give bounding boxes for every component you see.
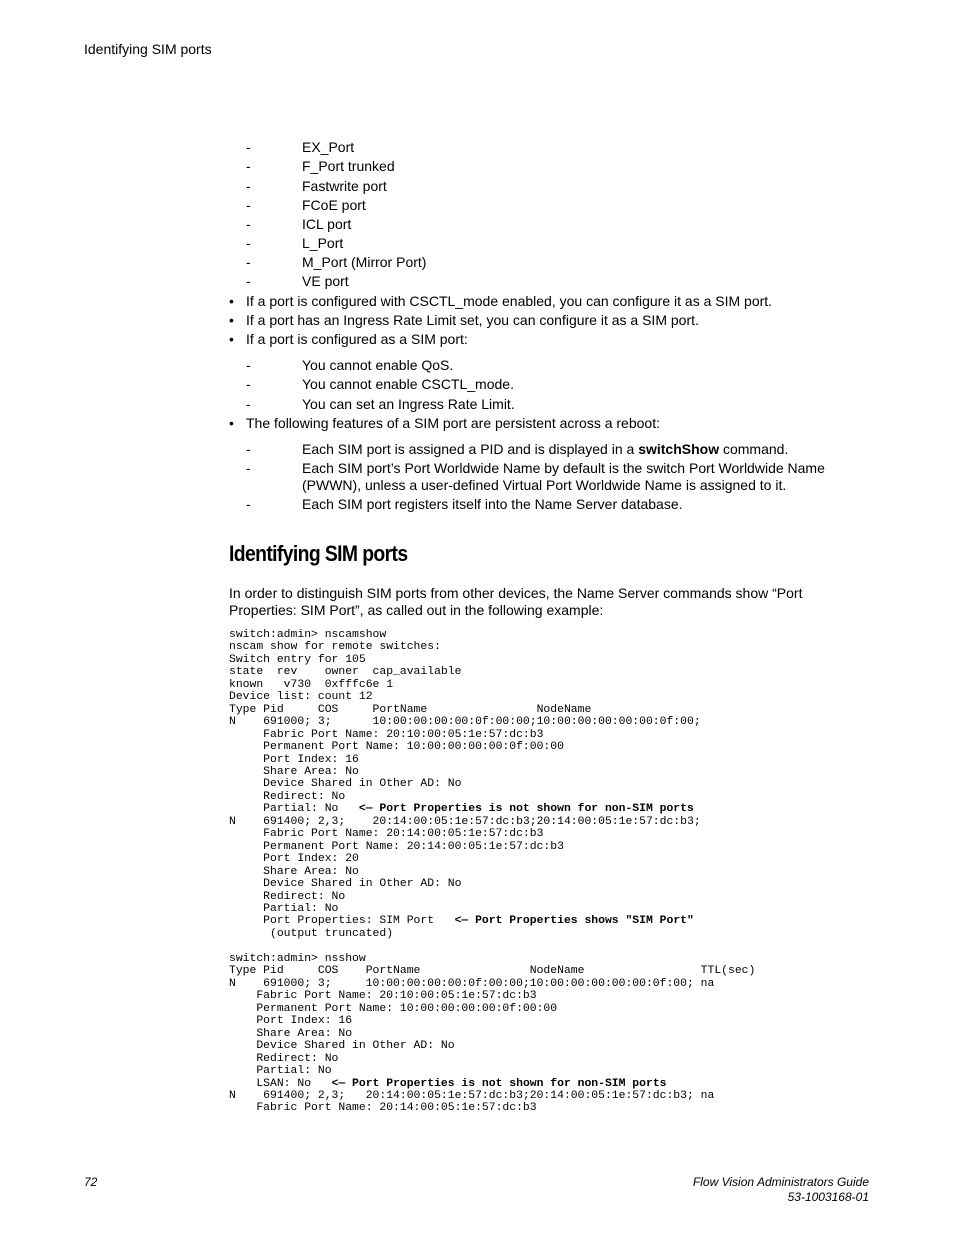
document-number: 53-1003168-01: [787, 1190, 869, 1204]
page-number: 72: [84, 1175, 98, 1189]
document-title: Flow Vision Administrators Guide: [692, 1175, 869, 1189]
section-heading: Identifying SIM ports: [229, 541, 408, 566]
code-block-nscamshow: switch:admin> nscamshow nscam show for remote switches: Switch entry for 105 state rev owner cap_available known v730 0xfffc6e 1 Device list: count 12 Type Pid COS PortName NodeName N 691000; 3; 10:00:00:00:00:0f:00:00;10:00:00:00:00:00:0f:00; Fabric Port Name: 20:10:00:05:1e:57:dc:b3 Permanent Port Name: 10:00:00:00:00:0f:00:00 Port Index: 16 Share Area: No Device Shared in Other AD: No Redirect: No Partial: No <— Port Properties is not shown for non-SIM ports N 691400; 2,3; 20:14:00:05:1e:57:dc:b3;20:14:00:05:1e:57:dc:b3; Fabric Port Name: 20:14:00:05:1e:57:dc:b3 Permanent Port Name: 20:14:00:05:1e:57:dc:b3 Port Index: 20 Share Area: No Device Shared in Other AD: No Redirect: No Partial: No Port Properties: SIM Port <— Port Properties shows "SIM Port" (output truncated): [229, 629, 701, 940]
command-name: switchShow: [638, 441, 720, 457]
document-info: [693, 1175, 869, 1205]
code-callout: <— Port Properties is not shown for non-SIM ports: [358, 803, 694, 816]
intro-paragraph: In order to distinguish SIM ports from other devices, the Name Server commands show “Port Properties: SIM Port”, as called out in the following example:: [229, 585, 803, 618]
code-callout: <— Port Properties shows "SIM Port": [454, 915, 694, 928]
code-block-nsshow: switch:admin> nsshow Type Pid COS PortName NodeName TTL(sec) N 691000; 3; 10:00:00:00:00:0f:00:00;10:00:00:00:00:00:0f:00; na Fabric Port Name: 20:10:00:05:1e:57:dc:b3 Permanent Port Name: 10:00:00:00:00:0f:00:00 Port Index: 16 Share Area: No Device Shared in Other AD: No Redirect: No Partial: No LSAN: No <— Port Properties is not shown for non-SIM ports N 691400; 2,3; 20:14:00:05:1e:57:dc:b3;20:14:00:05:1e:57:dc:b3; na Fabric Port Name: 20:14:00:05:1e:57:dc:b3: [229, 953, 756, 1115]
running-header: Identifying SIM ports: [84, 41, 212, 57]
code-callout: <— Port Properties is not shown for non-SIM ports: [331, 1077, 667, 1090]
